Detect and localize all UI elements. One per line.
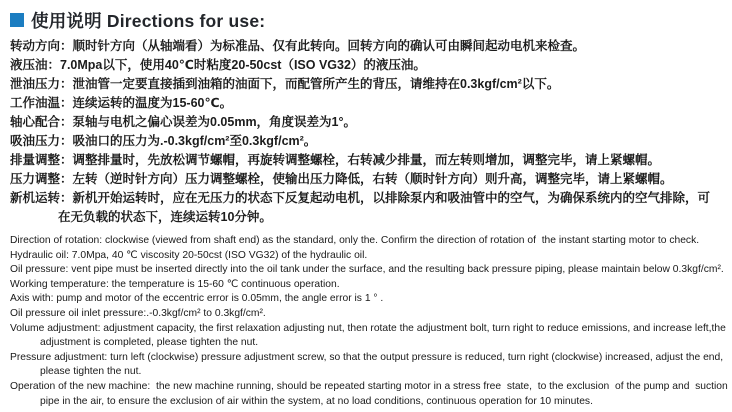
- instruction-line-zh-volume-adjust: 排量调整：调整排量时，先放松调节螺帽，再旋转调整螺栓，右转减少排量，而左转则增加，调整完毕，请上紧螺帽。: [10, 153, 661, 167]
- instruction-line-en-new-machine-cont: pipe in the air, to ensure the exclusion of air within the system, at no load conditions, continuous operation for 10 minutes.: [40, 395, 593, 407]
- english-instructions: [10, 234, 730, 409]
- instruction-line-en-volume-adjust-cont: adjustment is completed, please tighten the nut.: [40, 337, 259, 349]
- instruction-line-en-inlet-pressure: Oil pressure oil inlet pressure:.-0.3kgf/cm² to 0.3kgf/cm².: [10, 307, 266, 319]
- instruction-line-en-hydraulic-oil: Hydraulic oil: 7.0Mpa, 40 ℃ viscosity 20-50cst (ISO VG32) of the hydraulic oil.: [10, 249, 368, 261]
- page-title: 使用说明 Directions for use:: [31, 10, 266, 31]
- blue-square-bullet-icon: [10, 13, 24, 27]
- instruction-line-en-working-temp: Working temperature: the temperature is 15-60 ℃ continuous operation.: [10, 278, 340, 290]
- instruction-line-en-pressure-adjust-cont: please tighten the nut.: [40, 366, 142, 378]
- instruction-line-en-volume-adjust: Volume adjustment: adjustment capacity, the first relaxation adjusting nut, then rotate the adjustment bolt, turn right to reduce emissions, and increase left,the: [10, 322, 726, 334]
- instruction-line-zh-rotation: 转动方向：顺时针方向（从轴端看）为标准品、仅有此转向。回转方向的确认可由瞬间起动电机来检查。: [10, 39, 586, 53]
- instruction-line-zh-drain-pressure: 泄油压力：泄油管一定要直接插到油箱的油面下，而配管所产生的背压，请维持在0.3kgf/cm²以下。: [10, 77, 560, 91]
- instruction-line-zh-axis-fit: 轴心配合：泵轴与电机之偏心误差为0.05mm，角度误差为1°。: [10, 115, 357, 129]
- instruction-line-zh-new-machine-cont: 在无负载的状态下，连续运转10分钟。: [58, 210, 272, 224]
- instruction-line-zh-pressure-adjust: 压力调整：左转（逆时针方向）压力调整螺栓，使输出压力降低，右转（顺时针方向）则升高，调整完毕，请上紧螺帽。: [10, 172, 673, 186]
- instruction-line-zh-working-temp: 工作油温：连续运转的温度为15-60℃。: [10, 96, 233, 110]
- instruction-line-en-oil-pressure: Oil pressure: vent pipe must be inserted directly into the oil tank under the surface, and the resulting back pressure piping, please maintain below 0.3kgf/cm².: [10, 264, 724, 276]
- instruction-line-en-rotation: Direction of rotation: clockwise (viewed from shaft end) as the standard, only the. Confirm the direction of rotation of the instant starting motor to check.: [10, 235, 700, 246]
- instruction-line-zh-new-machine: 新机运转：新机开始运转时，应在无压力的状态下反复起动电机，以排除泵内和吸油管中的空气，为确保系统内的空气排除，可: [10, 191, 711, 205]
- instruction-line-en-new-machine: Operation of the new machine: the new machine running, should be repeated starting motor in a stress free state, to the exclusion of the pump and suction: [10, 380, 728, 392]
- instruction-line-zh-suction-pressure: 吸油压力：吸油口的压力为.-0.3kgf/cm²至0.3kgf/cm²。: [10, 134, 317, 148]
- chinese-instructions: [10, 37, 730, 227]
- instruction-line-en-pressure-adjust: Pressure adjustment: turn left (clockwise) pressure adjustment screw, so that the output pressure is reduced, turn right (clockwise) increased, adjust the end,: [10, 351, 724, 363]
- instruction-line-en-axis: Axis with: pump and motor of the eccentric error is 0.05mm, the angle error is 1 ° .: [10, 293, 384, 305]
- section-header: [10, 8, 730, 32]
- instruction-line-zh-hydraulic-oil: 液压油：7.0Mpa以下，使用40℃时粘度20-50cst（ISO VG32）的液压油。: [10, 58, 426, 72]
